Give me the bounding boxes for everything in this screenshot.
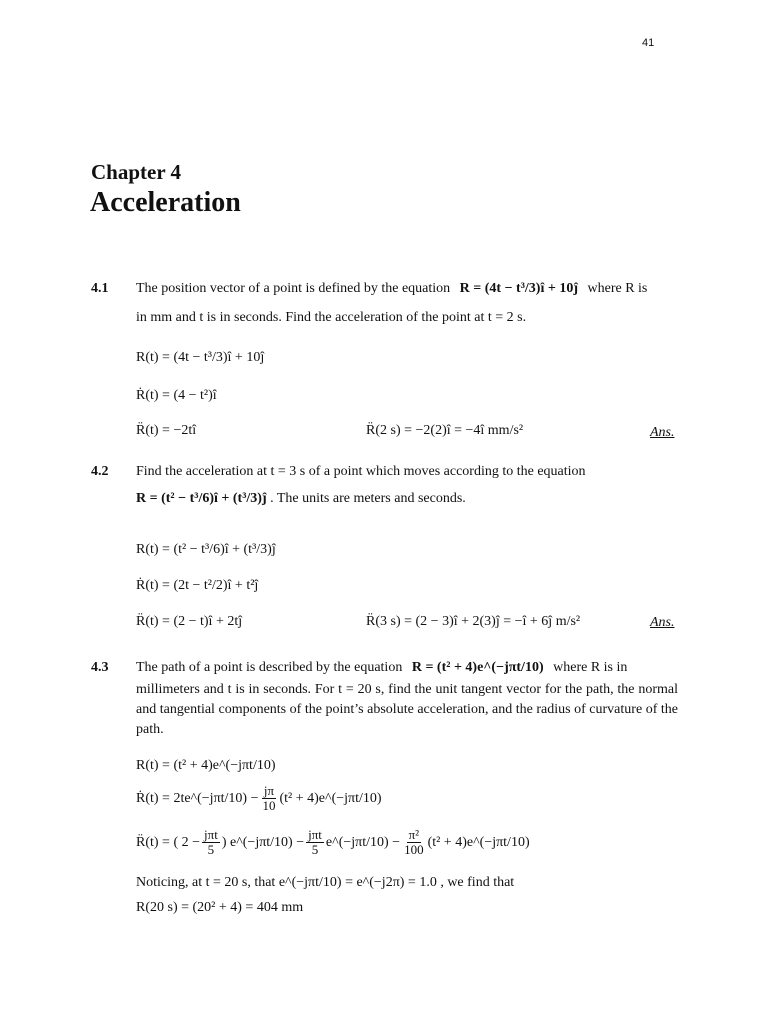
fraction-denominator: 100 — [404, 842, 424, 857]
final-equation: R(20 s) = (20² + 4) = 404 mm — [136, 900, 304, 915]
equation-acceleration — [136, 828, 530, 857]
problem-text-line: in mm and t is in seconds. Find the acceleration of the point at t = 2 s. — [136, 310, 527, 325]
equation: R(t) = (t² − t³/6)î + (t³/3)ĵ — [136, 542, 276, 557]
problem-number: 4.2 — [91, 464, 109, 479]
problem-number: 4.3 — [91, 660, 109, 675]
equation: R(t) = (t² + 4)e^(−jπt/10) — [136, 758, 276, 773]
problem-text-end: . The units are meters and seconds. — [270, 491, 466, 506]
chapter-label: Chapter 4 — [91, 160, 182, 184]
problem-text-line: Find the acceleration at t = 3 s of a point which moves according to the equation — [136, 464, 586, 479]
equation: Ṙ(t) = (4 − t²)î — [136, 388, 217, 403]
equation-part: e^(−jπt/10) − — [325, 834, 401, 850]
problem-text — [136, 660, 627, 676]
chapter-title: Acceleration — [90, 187, 241, 218]
fraction — [402, 828, 426, 857]
inline-equation: R = (t² − t³/6)î + (t³/3)ĵ — [136, 491, 267, 506]
fraction-numerator: jπt — [308, 827, 322, 842]
page-number: 41 — [642, 37, 655, 49]
fraction-numerator: jπt — [204, 827, 218, 842]
fraction-denominator: 5 — [207, 842, 215, 857]
inline-equation: R = (4t − t³/3)î + 10ĵ — [459, 281, 578, 296]
noticing-text: Noticing, at t = 20 s, that e^(−jπt/10) = e^(−j2π) = 1.0 , we find that — [136, 875, 515, 890]
equation: R̈(t) = −2tî — [136, 423, 197, 438]
equation-part: (t² + 4)e^(−jπt/10) — [279, 790, 382, 806]
problem-text-start: The position vector of a point is defined by the equation — [136, 281, 451, 296]
result-equation: R̈(3 s) = (2 − 3)î + 2(3)ĵ = −î + 6ĵ m/s² — [366, 614, 581, 629]
equation-velocity — [136, 784, 382, 813]
fraction-numerator: π² — [408, 827, 420, 842]
fraction-denominator: 10 — [262, 798, 276, 813]
problem-text — [136, 281, 647, 297]
problem-text-paragraph: millimeters and t is in seconds. For t = 20 s, find the unit tangent vector for the path, the normal and tangential components of the point’s absolute acceleration, and the radius of curvature of the path. — [136, 682, 678, 737]
answer-marker: Ans. — [650, 425, 675, 440]
equation: Ṙ(t) = (2t − t²/2)î + t²ĵ — [136, 578, 259, 593]
equation-part: (t² + 4)e^(−jπt/10) — [427, 834, 530, 850]
result-equation: R̈(2 s) = −2(2)î = −4î mm/s² — [366, 423, 524, 438]
equation: R(t) = (4t − t³/3)î + 10ĵ — [136, 350, 265, 365]
fraction — [202, 828, 220, 857]
fraction — [306, 828, 324, 857]
fraction-denominator: 5 — [311, 842, 319, 857]
equation-part: ) e^(−jπt/10) − — [221, 834, 305, 850]
inline-equation: R = (t² + 4)e^(−jπt/10) — [411, 660, 544, 675]
fraction — [260, 784, 277, 813]
problem-text-end: where R is — [587, 281, 648, 296]
equation-part: R̈(t) = ( 2 − — [136, 834, 201, 850]
equation: R̈(t) = (2 − t)î + 2tĵ — [136, 614, 243, 629]
problem-number: 4.1 — [91, 281, 109, 296]
problem-text-start: The path of a point is described by the equation — [136, 660, 403, 675]
fraction-numerator: jπ — [263, 783, 275, 798]
problem-text-end: where R is in — [553, 660, 628, 675]
problem-text — [136, 491, 466, 507]
answer-marker: Ans. — [650, 615, 675, 630]
equation-part: Ṙ(t) = 2te^(−jπt/10) − — [136, 790, 259, 806]
